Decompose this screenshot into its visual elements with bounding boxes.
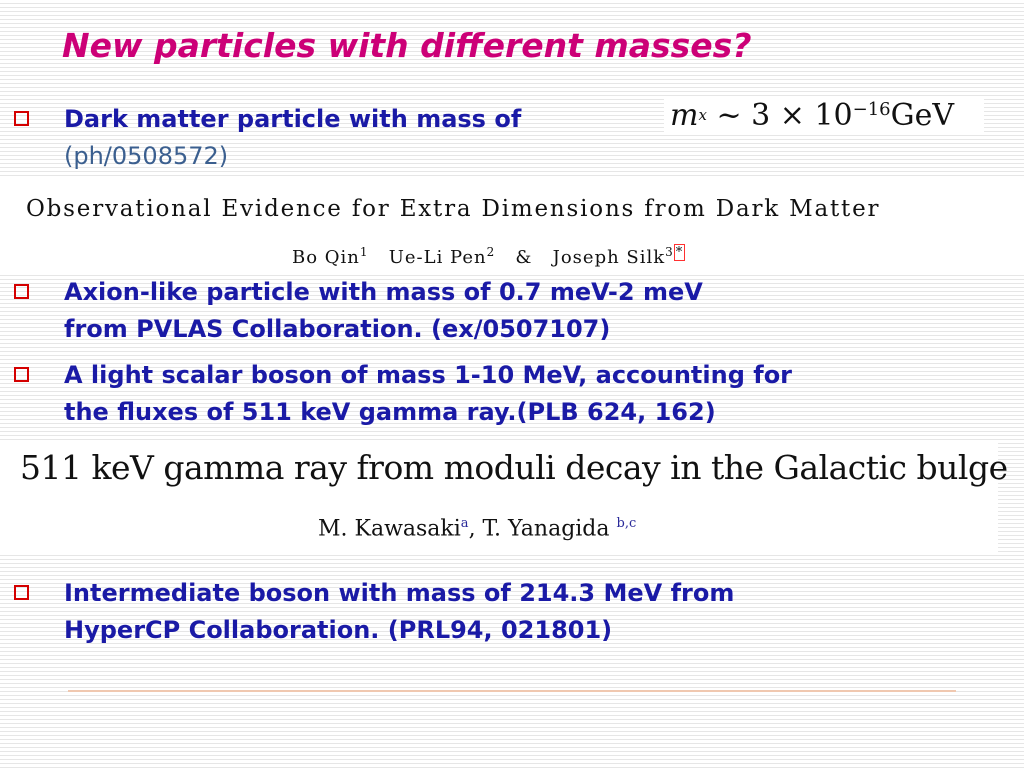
bullet-text-dark-matter <box>64 101 521 175</box>
bullet-square-icon <box>14 111 29 126</box>
author-name: Joseph Silk <box>552 247 666 268</box>
paper-authors <box>292 244 685 268</box>
bullet-text-line: from PVLAS Collaboration. (ex/0507107) <box>64 315 611 343</box>
slide-title: New particles with different masses? <box>62 26 752 65</box>
mass-formula <box>664 96 984 134</box>
author-affiliation: a <box>460 516 469 531</box>
author-name: Ue-Li Pen <box>388 247 487 268</box>
bullet-text-line: A light scalar boson of mass 1-10 MeV, accounting for <box>64 361 793 389</box>
bullet-text-line: Axion-like particle with mass of 0.7 meV-2 meV <box>64 278 703 306</box>
author-affiliation: 1 <box>359 245 369 259</box>
reference-label: (ph/0508572) <box>64 142 229 170</box>
bullet-square-icon <box>14 367 29 382</box>
formula-subscript: x <box>698 106 707 124</box>
formula-relation: ~ 3 × 10 <box>716 97 853 133</box>
author-affiliation: 3 <box>665 245 674 259</box>
formula-base: m <box>670 97 699 133</box>
paper-clipping-extra-dimensions <box>0 176 1024 272</box>
paper-title: 511 keV gamma ray from moduli decay in the Galactic bulge <box>20 448 1008 487</box>
author-name: Bo Qin <box>292 247 360 268</box>
bullet-text-axion <box>64 274 703 348</box>
bullet-square-icon <box>14 585 29 600</box>
author-name: M. Kawasaki <box>318 516 461 542</box>
bullet-text-line: Dark matter particle with mass of <box>64 105 522 133</box>
bullet-square-icon <box>14 284 29 299</box>
paper-authors <box>318 516 636 541</box>
paper-title: Observational Evidence for Extra Dimensions from Dark Matter <box>26 196 881 222</box>
corresponding-author-mark: * <box>675 245 684 260</box>
paper-clipping-gamma-ray <box>0 442 1008 552</box>
author-name: , T. Yanagida <box>468 516 610 542</box>
formula-exponent: −16 <box>852 98 891 120</box>
bullet-text-line: HyperCP Collaboration. (PRL94, 021801) <box>64 616 613 644</box>
bullet-text-scalar-boson <box>64 357 792 431</box>
bullet-text-line: the fluxes of 511 keV gamma ray.(PLB 624, 162) <box>64 398 716 426</box>
bullet-text-line: Intermediate boson with mass of 214.3 MeV from <box>64 579 735 607</box>
formula-unit: GeV <box>890 97 955 133</box>
author-separator: & <box>515 247 533 268</box>
footer-divider <box>68 690 956 692</box>
author-affiliation: b,c <box>616 516 637 531</box>
bullet-text-intermediate-boson <box>64 575 734 649</box>
author-affiliation: 2 <box>486 245 496 259</box>
